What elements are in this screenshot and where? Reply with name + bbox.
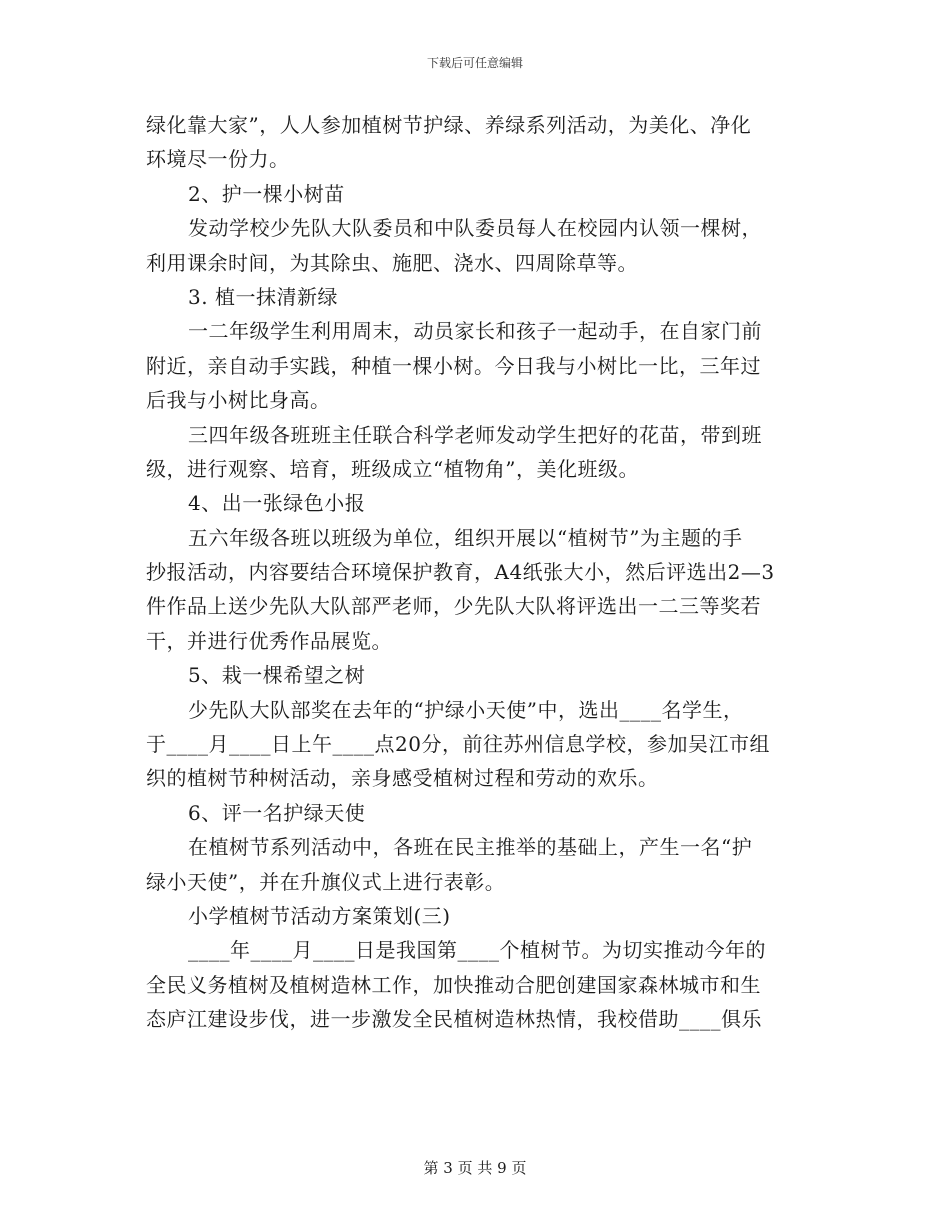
body-line: 发动学校少先队大队委员和中队委员每人在校园内认领一棵树， — [188, 216, 762, 241]
body-line: 一二年级学生利用周末，动员家长和孩子一起动手，在自家门前 — [188, 319, 762, 344]
section-heading: 6、评一名护绿天使 — [188, 800, 366, 825]
body-line: 少先队大队部奖在去年的“护绿小天使”中，选出____名学生， — [188, 697, 744, 722]
document-body — [146, 108, 806, 1037]
section-heading: 3. 植一抹清新绿 — [188, 284, 338, 309]
body-line: 级，进行观察、培育，班级成立“植物角”，美化班级。 — [146, 456, 639, 481]
body-line: 抄报活动，内容要结合环境保护教育，A4纸张大小，然后评选出2—3 — [146, 560, 775, 585]
body-line: ____年____月____日是我国第____个植树节。为切实推动今年的 — [188, 938, 766, 963]
body-line: 织的植树节种树活动，亲身感受植树过程和劳动的欢乐。 — [146, 766, 659, 791]
section-title: 小学植树节活动方案策划(三) — [188, 903, 451, 928]
body-line: 件作品上送少先队大队部严老师，少先队大队将评选出一二三等奖若 — [146, 594, 761, 619]
page-footer: 第 3 页 共 9 页 — [423, 1159, 527, 1177]
section-heading: 4、出一张绿色小报 — [188, 491, 366, 516]
body-line: 干，并进行优秀作品展览。 — [146, 628, 392, 653]
body-line: 五六年级各班以班级为单位，组织开展以“植树节”为主题的手 — [188, 525, 743, 550]
body-line: 环境尽一份力。 — [146, 147, 290, 172]
body-line: 态庐江建设步伐，进一步激发全民植树造林热情，我校借助____俱乐 — [146, 1007, 762, 1032]
body-line: 在植树节系列活动中，各班在民主推举的基础上，产生一名“护 — [188, 835, 753, 860]
body-line: 后我与小树比身高。 — [146, 388, 331, 413]
body-line: 利用课余时间，为其除虫、施肥、浇水、四周除草等。 — [146, 250, 638, 275]
body-line: 于____月____日上午____点20分，前往苏州信息学校，参加吴江市组 — [146, 732, 770, 757]
page-header: 下载后可任意编辑 — [426, 56, 523, 70]
body-line: 绿化靠大家”，人人参加植树节护绿、养绿系列活动，为美化、净化 — [146, 113, 752, 137]
section-heading: 5、栽一棵希望之树 — [188, 663, 366, 688]
body-line: 附近，亲自动手实践，种植一棵小树。今日我与小树比一比，三年过 — [146, 353, 761, 378]
body-line: 三四年级各班班主任联合科学老师发动学生把好的花苗，带到班 — [188, 422, 762, 447]
body-line: 全民义务植树及植树造林工作，加快推动合肥创建国家森林城市和生 — [146, 972, 761, 997]
section-heading: 2、护一棵小树苗 — [188, 181, 345, 206]
body-line: 绿小天使”，并在升旗仪式上进行表彰。 — [146, 869, 506, 894]
